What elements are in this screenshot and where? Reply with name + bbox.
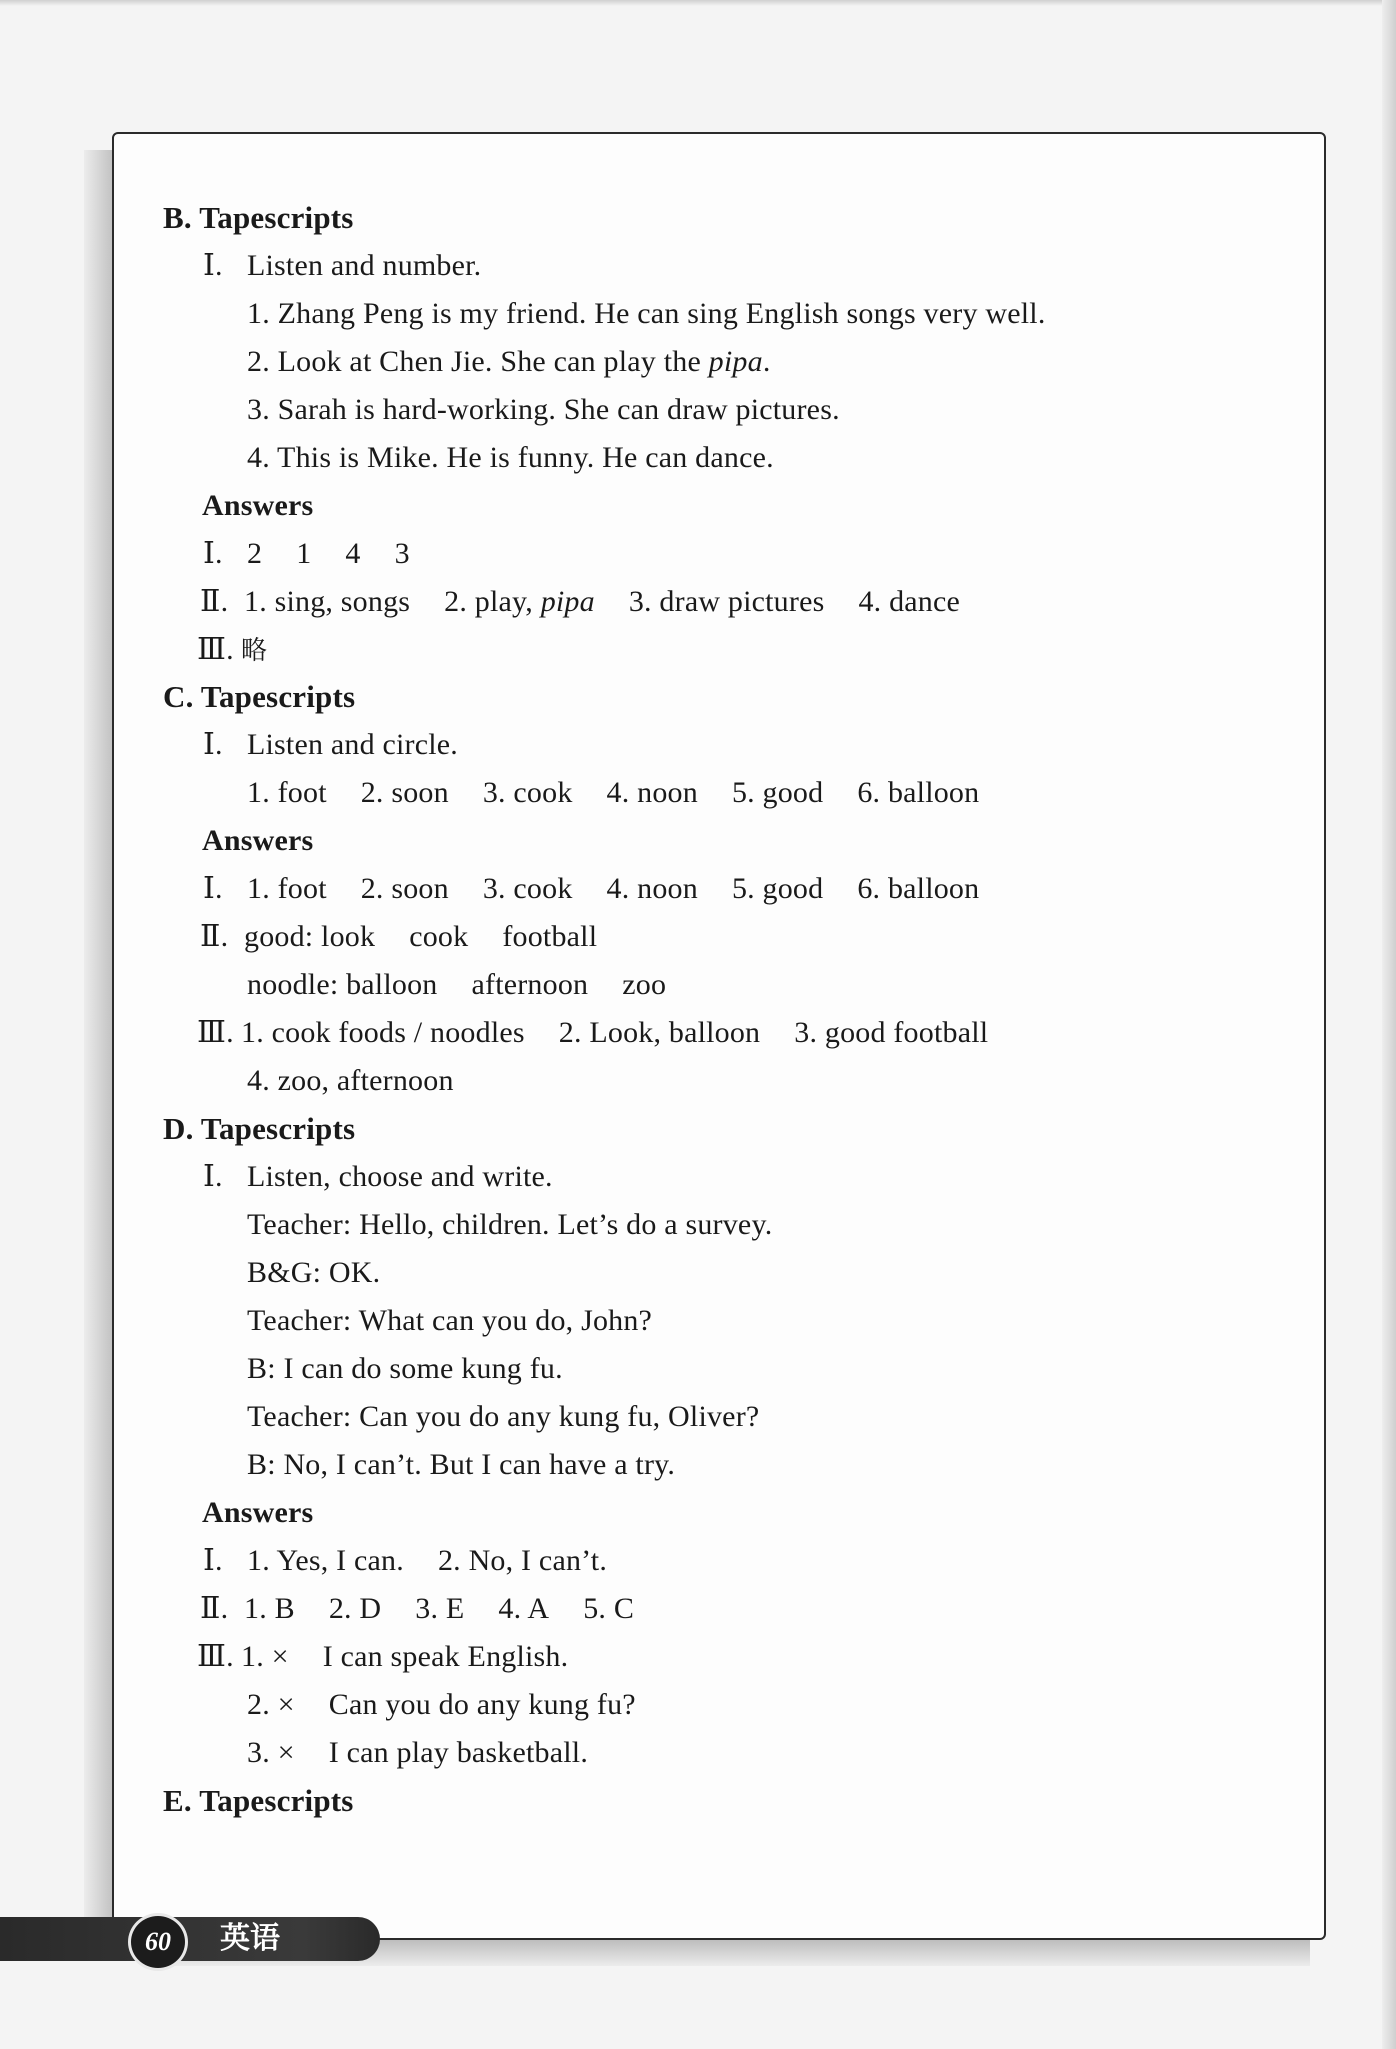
tapescript-line: 1. Zhang Peng is my friend. He can sing English songs very well.: [247, 297, 1046, 330]
pipa-word: pipa: [540, 585, 595, 618]
answer-item: 1. Yes, I can.: [247, 1544, 404, 1577]
roman-numeral: Ⅰ.: [203, 1160, 223, 1193]
word: 3. cook: [482, 776, 573, 809]
answer-line: [247, 965, 666, 1005]
dialogue-line: Teacher: Can you do any kung fu, Oliver?: [247, 1400, 760, 1433]
answer-item: zoo: [622, 968, 667, 1001]
page-top-edge: [0, 0, 1396, 6]
roman-numeral: Ⅰ.: [203, 537, 223, 570]
page-number: 60: [128, 1913, 188, 1971]
answer-item: 略: [241, 636, 268, 666]
answer-item: 2. No, I can’t.: [437, 1544, 608, 1577]
answer-item: 4. dance: [858, 585, 961, 618]
answer-line: [200, 917, 597, 957]
answer-line: [203, 1541, 607, 1581]
answer-number: 1. ×: [241, 1640, 289, 1673]
roman-numeral: Ⅲ.: [197, 633, 234, 666]
roman-numeral: Ⅲ.: [197, 1016, 234, 1049]
tapescript-line: 3. Sarah is hard-working. She can draw pictures.: [247, 393, 840, 426]
dialogue-line: Teacher: Hello, children. Let’s do a survey.: [247, 1208, 773, 1241]
task-title: Listen, choose and write.: [247, 1160, 553, 1193]
answer-line: [200, 582, 960, 622]
roman-numeral: Ⅱ.: [200, 920, 229, 953]
section-b-task-1: [203, 246, 481, 286]
answer-line: 4. zoo, afternoon: [247, 1064, 454, 1097]
dialogue-line: Teacher: What can you do, John?: [247, 1304, 653, 1337]
answer-item: 1: [296, 537, 312, 570]
answer-item: 1. B: [244, 1592, 295, 1625]
answer-number: 2. ×: [247, 1688, 295, 1721]
task-title: Listen and circle.: [247, 728, 459, 761]
word: 4. noon: [606, 776, 698, 809]
dialogue-line: B: No, I can’t. But I can have a try.: [247, 1448, 676, 1481]
answer-item: noodle:: [247, 968, 339, 1001]
answer-item: I can play basketball.: [328, 1736, 589, 1769]
answer-item: 6. balloon: [857, 872, 980, 905]
word: 2. soon: [360, 776, 449, 809]
answer-item: good:: [244, 920, 314, 953]
answer-line: [203, 534, 410, 574]
answer-item: 5. good: [731, 872, 824, 905]
answer-item: 4. noon: [606, 872, 698, 905]
section-d-heading: D. Tapescripts: [163, 1111, 356, 1146]
answer-item: 1. foot: [247, 872, 327, 905]
dialogue-line: B&G: OK.: [247, 1256, 381, 1289]
answer-item: 2. soon: [360, 872, 449, 905]
roman-numeral: Ⅰ.: [203, 1544, 223, 1577]
tapescript-line: 4. This is Mike. He is funny. He can dance.: [247, 441, 774, 474]
answer-item: Can you do any kung fu?: [328, 1688, 636, 1721]
roman-numeral: Ⅰ.: [203, 249, 223, 282]
answer-item: 3. good football: [794, 1016, 989, 1049]
answer-line: [200, 1589, 634, 1629]
answer-item: 3. draw pictures: [628, 585, 825, 618]
word: 1. foot: [247, 776, 327, 809]
answer-line: [197, 1013, 988, 1053]
subject-label: 英语: [220, 1921, 280, 1956]
roman-numeral: Ⅰ.: [203, 728, 223, 761]
tapescript-text: 2. Look at Chen Jie. She can play the: [247, 345, 709, 378]
answers-label: Answers: [202, 824, 314, 857]
answer-item: 1. cook foods / noodles: [241, 1016, 525, 1049]
task-title: Listen and number.: [247, 249, 482, 282]
answer-line: [197, 1637, 568, 1677]
answer-line: [197, 630, 267, 671]
word-list: [247, 773, 979, 813]
section-b-heading: B. Tapescripts: [163, 200, 354, 235]
word: 6. balloon: [857, 776, 980, 809]
roman-numeral: Ⅰ.: [203, 872, 223, 905]
answer-item: look: [321, 920, 376, 953]
answer-item: 2. play,: [444, 585, 533, 618]
answer-item: 4: [345, 537, 361, 570]
answer-item: football: [502, 920, 598, 953]
dialogue-line: B: I can do some kung fu.: [247, 1352, 563, 1385]
word: 5. good: [731, 776, 824, 809]
answer-line: [247, 1733, 588, 1773]
answer-item: balloon: [346, 968, 438, 1001]
answers-label: Answers: [202, 1496, 314, 1529]
answer-item: 1. sing, songs: [244, 585, 411, 618]
answer-line: [247, 1685, 636, 1725]
footer-bar: [0, 1917, 380, 1961]
answer-item: cook: [409, 920, 469, 953]
page-right-edge: [1382, 0, 1396, 2049]
section-d-task-1: [203, 1157, 553, 1197]
pipa-word: pipa: [708, 345, 763, 378]
section-c-task-1: [203, 725, 458, 765]
answer-number: 3. ×: [247, 1736, 295, 1769]
section-c-heading: C. Tapescripts: [163, 679, 356, 714]
roman-numeral: Ⅱ.: [200, 1592, 229, 1625]
roman-numeral: Ⅲ.: [197, 1640, 234, 1673]
answer-item: 5. C: [583, 1592, 635, 1625]
section-e-heading: E. Tapescripts: [163, 1783, 354, 1818]
answer-line: [203, 869, 979, 909]
tapescript-line: [247, 342, 771, 382]
answer-item: 2. Look, balloon: [558, 1016, 761, 1049]
answer-item: afternoon: [471, 968, 589, 1001]
answers-label: Answers: [202, 489, 314, 522]
answer-item: 2: [247, 537, 263, 570]
period: .: [762, 345, 771, 378]
answer-item: 2. D: [328, 1592, 382, 1625]
answer-item: 3: [394, 537, 410, 570]
answer-item: I can speak English.: [322, 1640, 569, 1673]
roman-numeral: Ⅱ.: [200, 585, 229, 618]
answer-item: 3. E: [415, 1592, 465, 1625]
answer-item: 3. cook: [482, 872, 573, 905]
answer-item: 4. A: [498, 1592, 550, 1625]
